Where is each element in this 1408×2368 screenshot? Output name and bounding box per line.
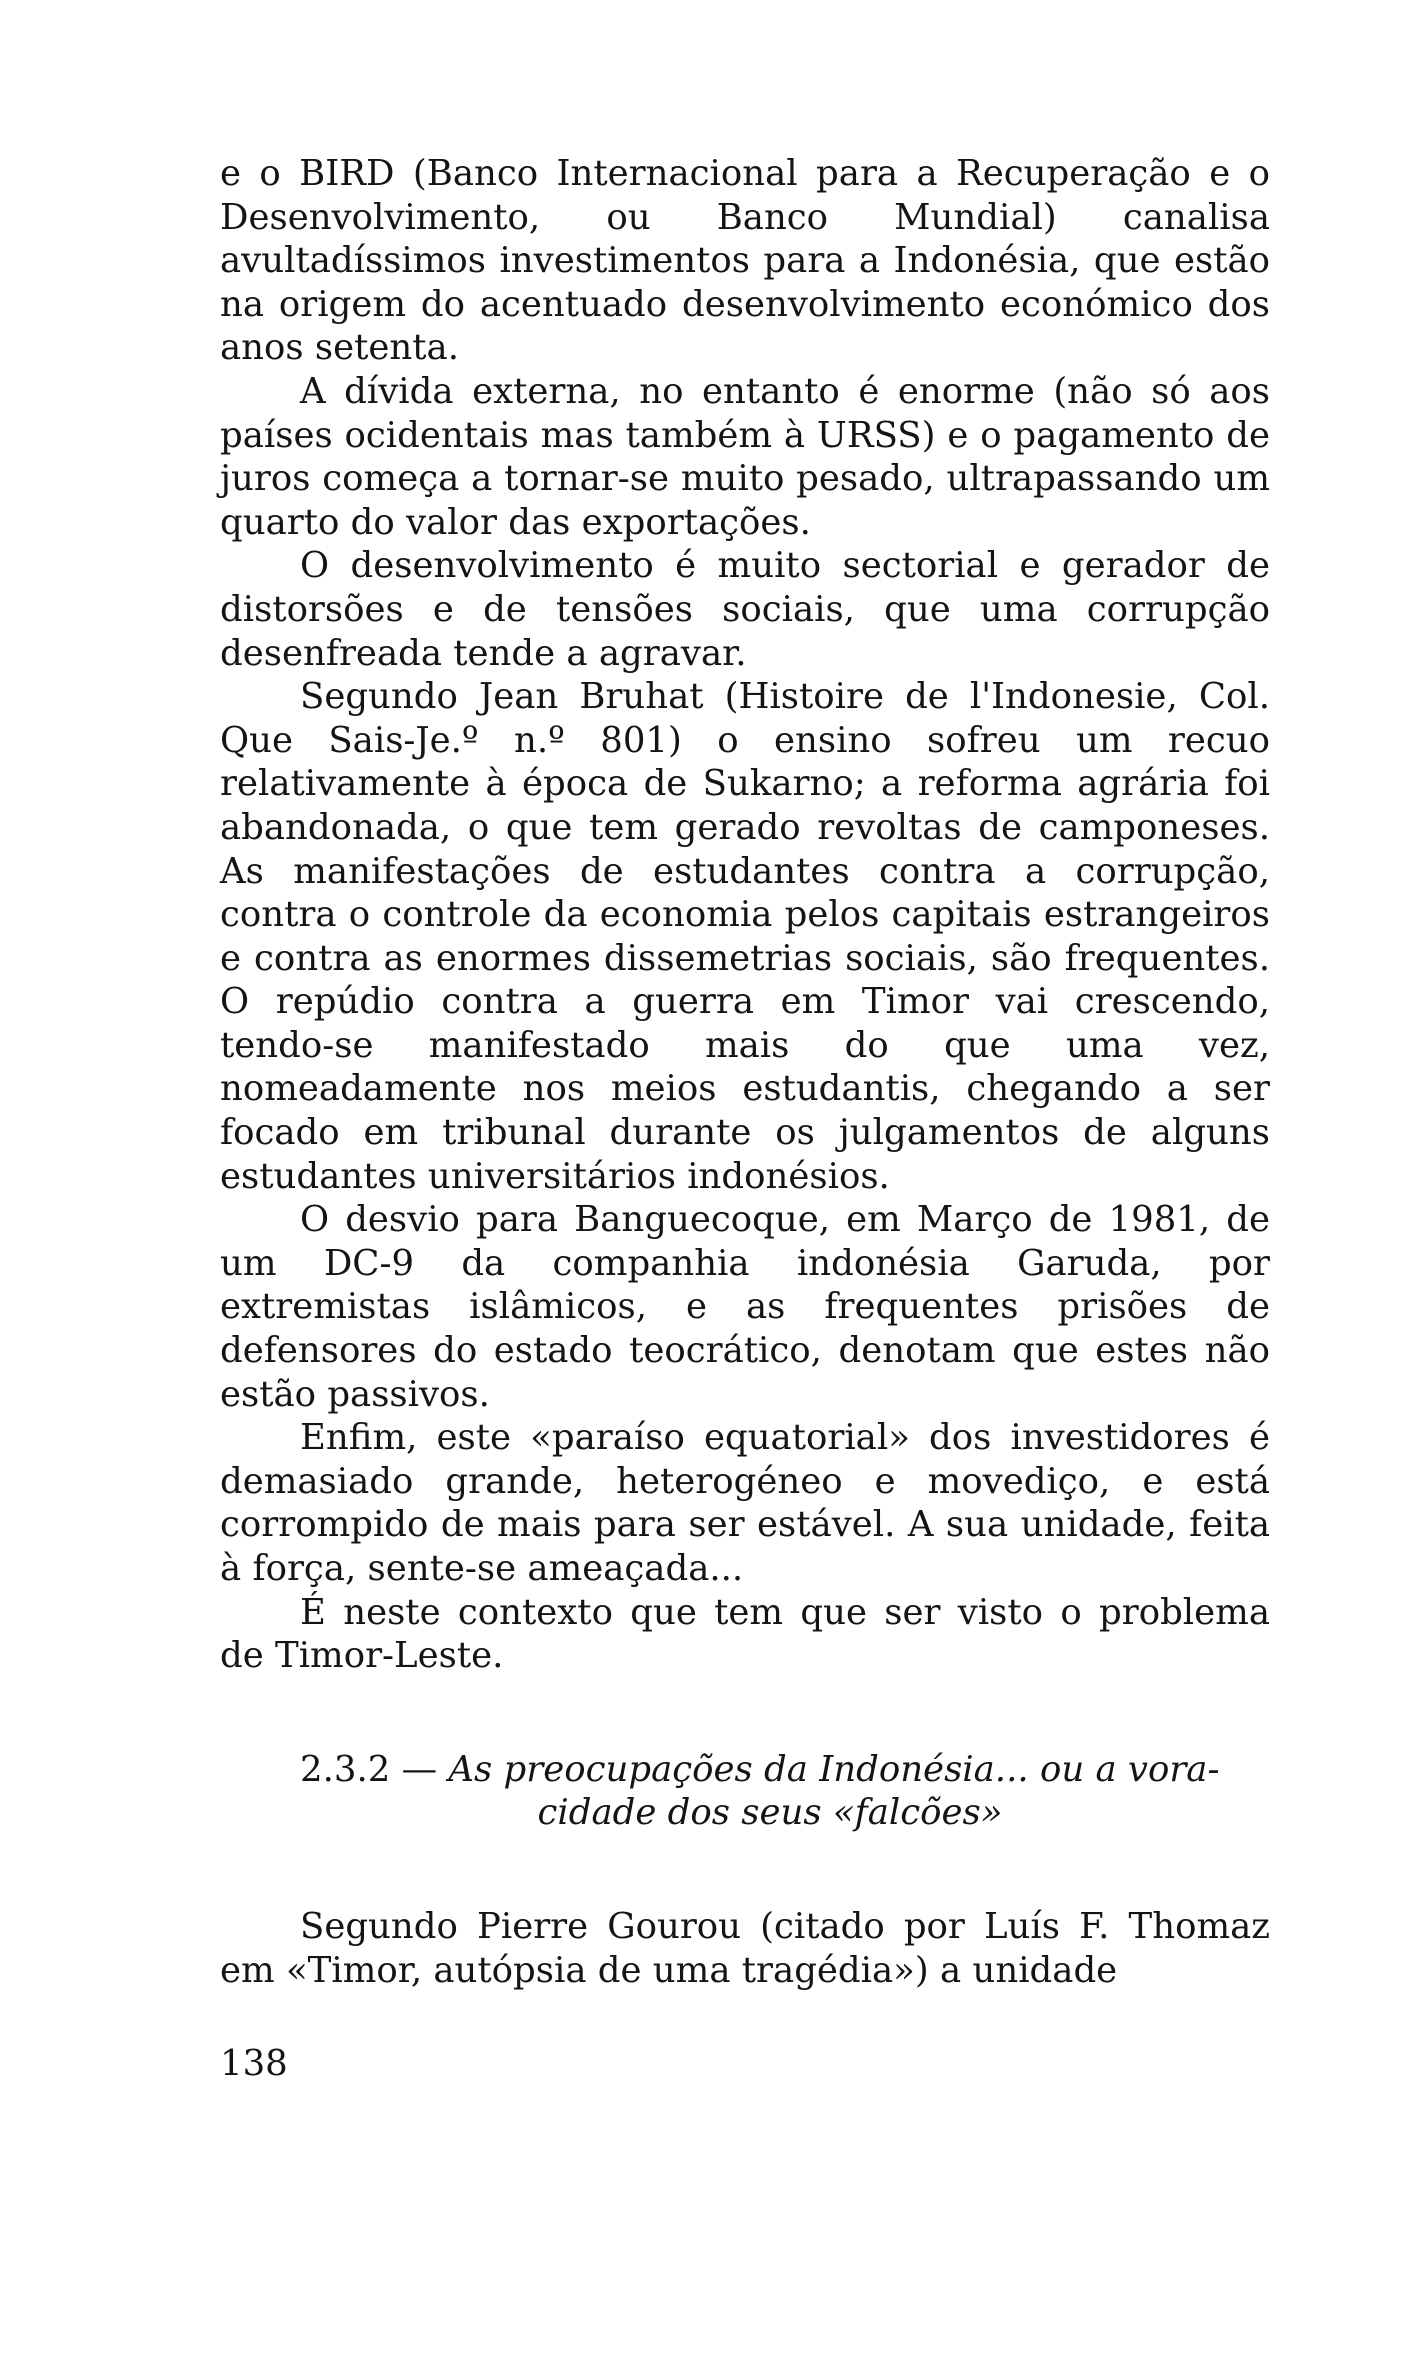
paragraph-context: É neste contexto que tem que ser visto o problema de Timor-Leste. xyxy=(220,1591,1270,1677)
paragraph-external-debt: A dívida externa, no entanto é enorme (não só aos países ocidentais mas também à URSS) e o pagamento de juros começa a tornar-se muito pesado, ultrapassando um quarto do valor das exportações. xyxy=(220,370,1270,543)
paragraph-development: O desenvolvimento é muito sectorial e gerador de distorsões e de tensões sociais, que uma corrupção desenfreada tende a agravar. xyxy=(220,545,1270,674)
section-title-line1: As preocupações da Indonésia... ou a vora- xyxy=(448,1748,1220,1790)
section-title-line2: cidade dos seus «falcões» xyxy=(537,1792,1003,1834)
page-body xyxy=(220,152,1270,1992)
paragraph-hijack: O desvio para Banguecoque, em Março de 1981, de um DC-9 da companhia indonésia Garuda, por extremistas islâmicos, e as frequentes prisões de defensores do estado teocrático, denotam que estes não estão passivos. xyxy=(220,1199,1270,1415)
paragraph-gourou: Segundo Pierre Gourou (citado por Luís F. Thomaz em «Timor, autópsia de uma tragédia») a unidade xyxy=(220,1905,1270,1991)
section-heading xyxy=(220,1748,1270,1835)
section-separator: — xyxy=(401,1748,438,1790)
section-number: 2.3.2 xyxy=(300,1748,391,1790)
main-text xyxy=(220,152,1270,1678)
post-heading-text xyxy=(220,1905,1270,1992)
paragraph-bird: e o BIRD (Banco Internacional para a Recuperação e o Desenvolvimento, ou Banco Mundial) canalisa avultadíssimos investimentos para a Indonésia, que estão na origem do acentuado desenvolvimento económico dos anos setenta. xyxy=(220,153,1270,369)
paragraph-paradise: Enfim, este «paraíso equatorial» dos investidores é demasiado grande, heterogéneo e movediço, e está corrompido de mais para ser estável. A sua unidade, feita à força, sente-se ameaçada... xyxy=(220,1417,1270,1589)
paragraph-bruhat: Segundo Jean Bruhat (Histoire de l'Indonesie, Col. Que Sais-Je.º n.º 801) o ensino sofreu um recuo relativamente à época de Sukarno; a reforma agrária foi abandonada, o que tem gerado revoltas de camponeses. As manifestações de estudantes contra a corrupção, contra o controle da economia pelos capitais estrangeiros e contra as enormes dissemetrias sociais, são frequentes. O repúdio contra a guerra em Timor vai crescendo, tendo-se manifestado mais do que uma vez, nomeadamente nos meios estudantis, chegando a ser focado em tribunal durante os julgamentos de alguns estudantes universitários indonésios. xyxy=(220,676,1270,1197)
page-number: 138 xyxy=(220,2043,288,2084)
